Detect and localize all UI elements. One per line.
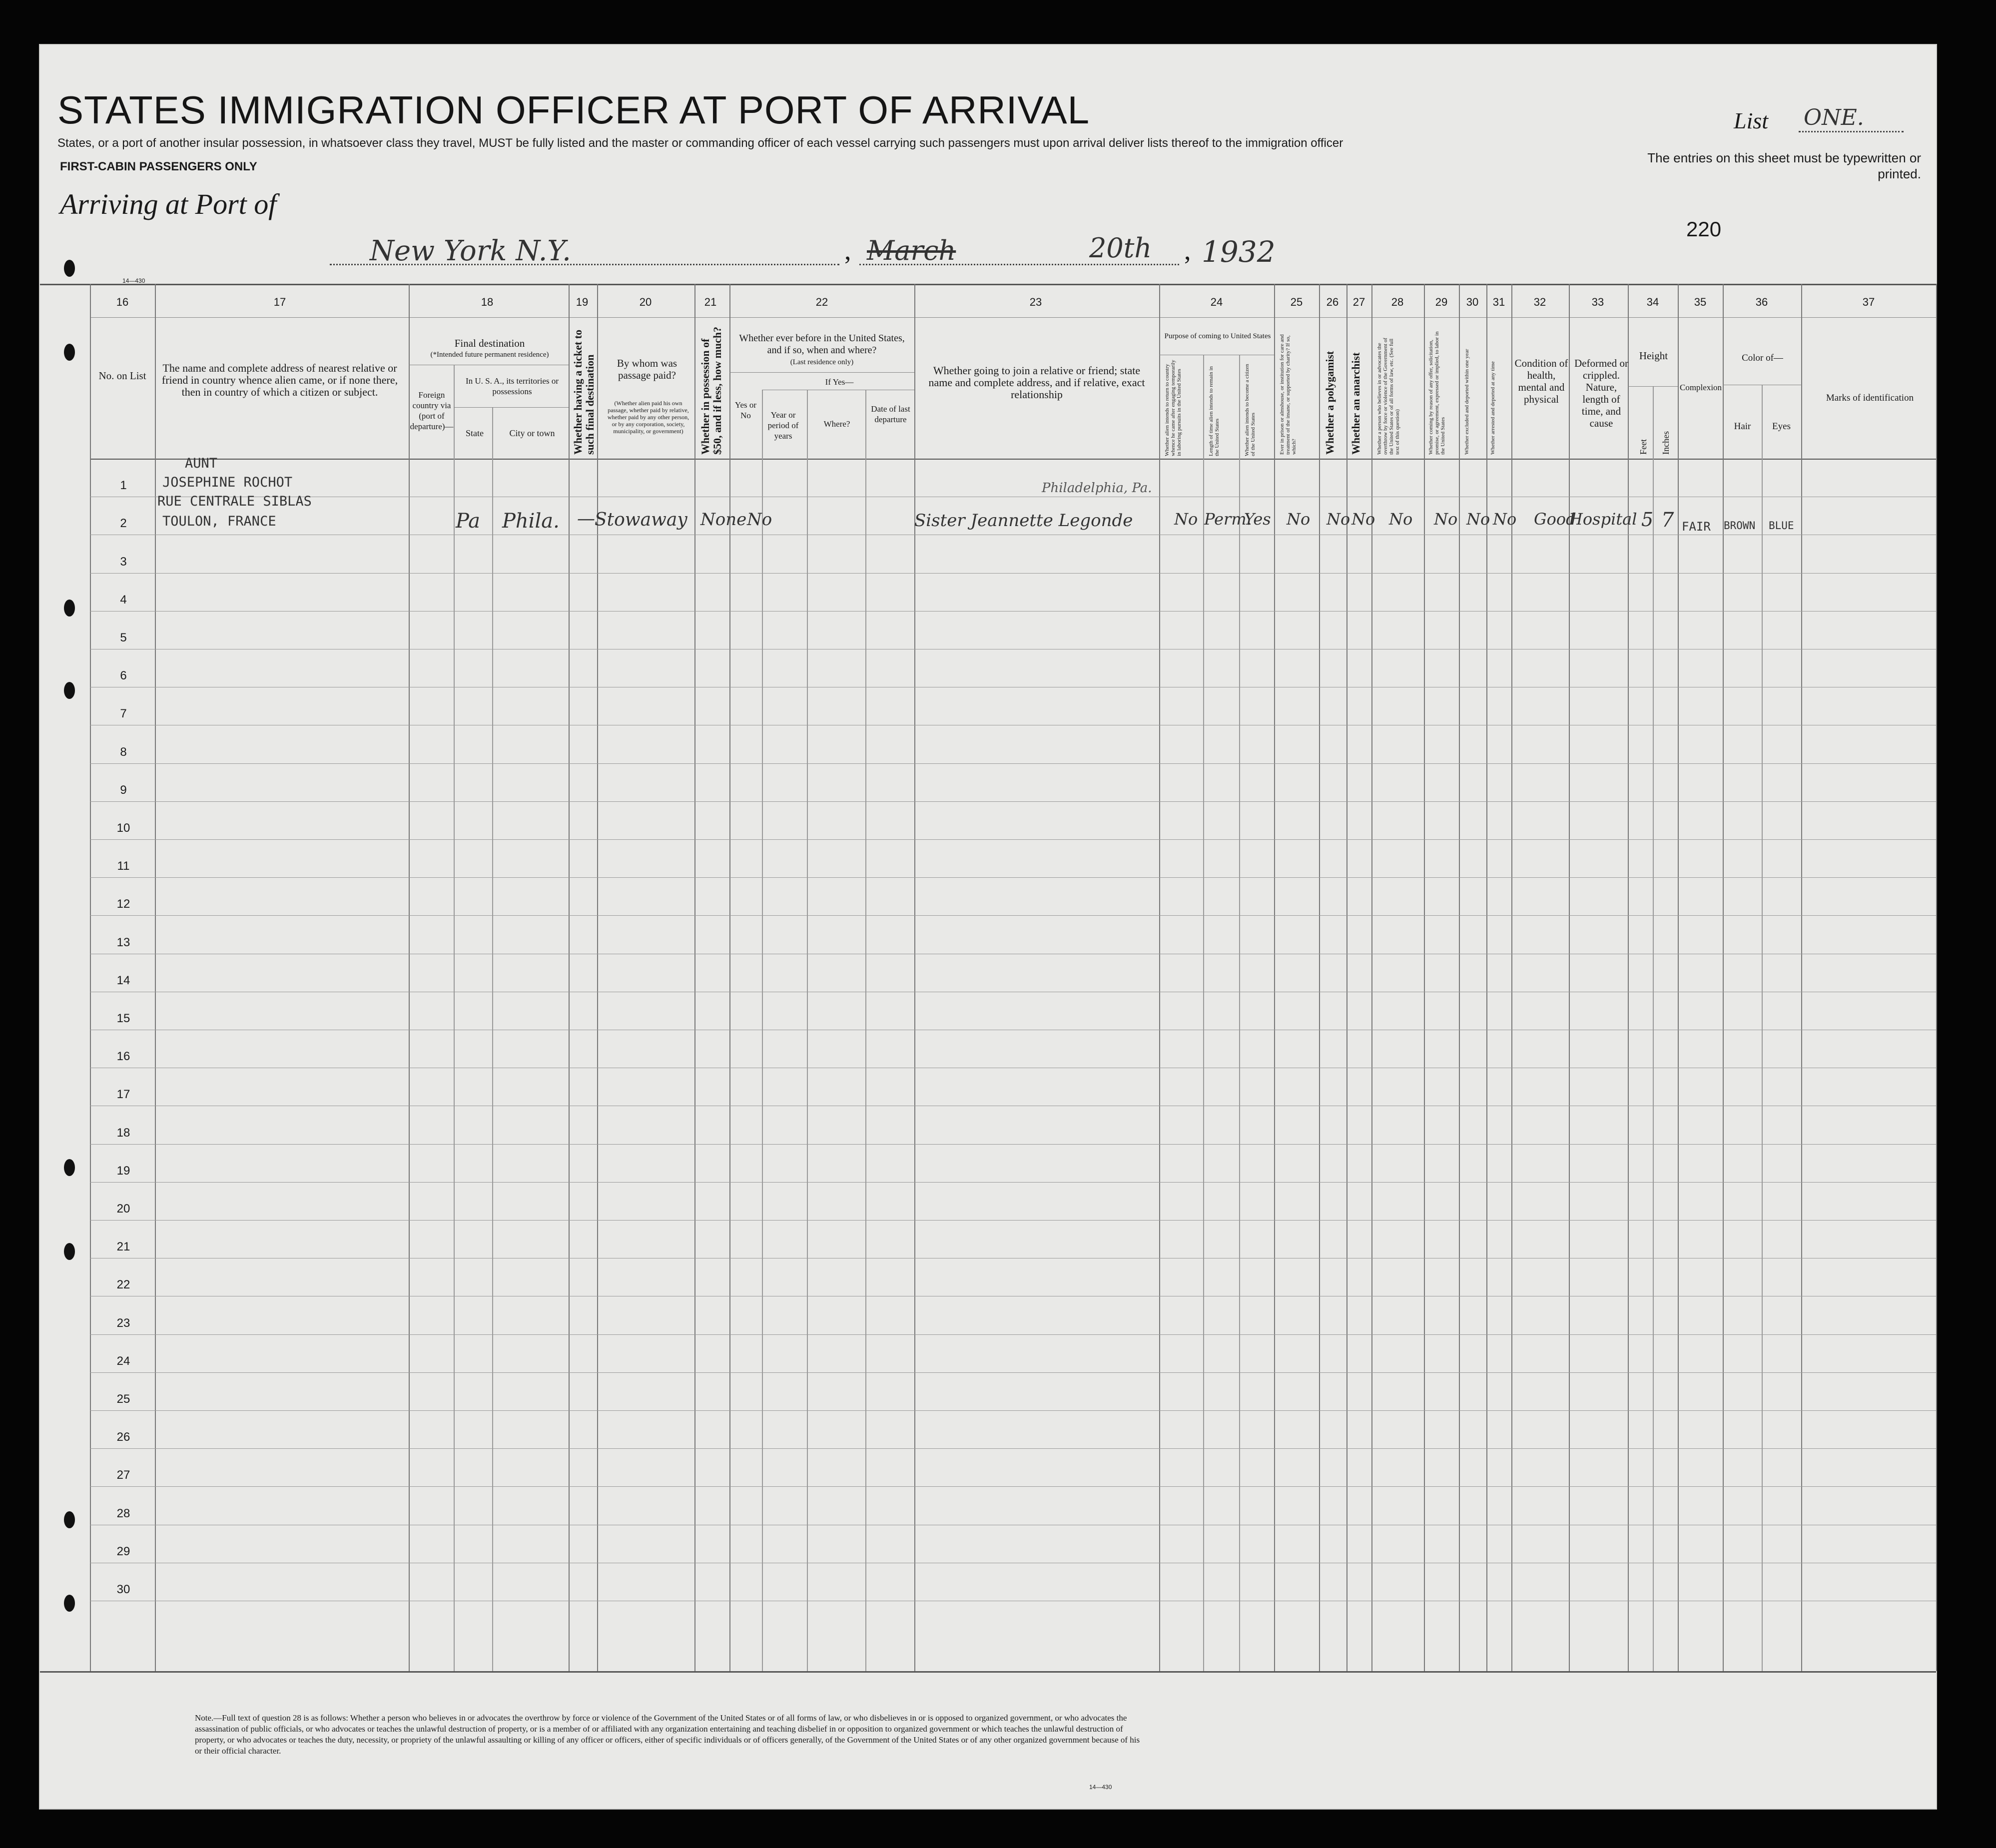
hdr-purpose-return: Whether alien intends to return to country whence he came after engaging temporarily in laboring pursuits in the United States: [1164, 360, 1182, 456]
hdr-q31: Whether arrested and deported at any time: [1490, 361, 1496, 455]
table-bottom-rule: [40, 1671, 1936, 1673]
row-number: 1: [120, 479, 127, 493]
table-row: [90, 1144, 1936, 1145]
entry-relative-name: JOSEPHINE ROCHOT: [162, 475, 293, 490]
column-divider: [1678, 284, 1679, 1671]
hdr-passage-paid: By whom was passage paid?: [617, 357, 677, 381]
column-number: 36: [1755, 296, 1768, 308]
column-divider: [1511, 284, 1512, 1671]
column-divider: [1371, 284, 1372, 1671]
entry-ticket: —: [577, 509, 595, 529]
entry-relative-street: RUE CENTRALE SIBLAS: [157, 494, 312, 509]
comma: ,: [844, 235, 851, 265]
column-number: 26: [1326, 296, 1339, 308]
column-divider: [409, 284, 410, 1671]
sub-column-divider: [454, 365, 455, 1671]
form-number: 14—430: [122, 277, 145, 284]
column-divider: [1274, 284, 1275, 1671]
hdr-purpose: Purpose of coming to United States: [1164, 332, 1271, 340]
list-line: [1799, 131, 1904, 132]
punch-hole: [64, 1511, 75, 1528]
colnum-rule: [90, 317, 1936, 318]
hdr-relative: The name and complete address of nearest relative or friend in country whence alien came, or if none there, then in country of which a citizen or subject.: [161, 362, 398, 398]
row-number: 10: [116, 821, 130, 835]
column-divider: [914, 284, 915, 1671]
row-number: 16: [116, 1050, 130, 1064]
entry-polygamist: No: [1327, 510, 1350, 529]
hdr-ticket: Whether having a ticket to such final destination: [572, 329, 596, 455]
column-number: 31: [1492, 296, 1505, 308]
hdr-height: Height: [1639, 350, 1668, 362]
hdr-state: State: [466, 428, 484, 438]
column-divider: [1159, 284, 1160, 1671]
punch-hole: [64, 260, 75, 277]
hdr-q28: Whether a person who believes in or advocates the overthrow by force or violence of the Government of the United States or of all forms of law, etc. (See full text of this question): [1376, 338, 1400, 455]
column-divider: [597, 284, 598, 1671]
hdr-foreign-country: Foreign country via (port of departure)—: [410, 390, 454, 431]
column-divider: [155, 284, 156, 1671]
punch-hole: [64, 1595, 75, 1612]
table-row: [90, 877, 1936, 878]
column-divider: [90, 284, 91, 1671]
row-number: 30: [116, 1583, 130, 1596]
entries-note: The entries on this sheet must be typewritten or printed.: [1647, 150, 1921, 181]
manifest-sheet: [40, 45, 1936, 1809]
column-divider: [729, 284, 730, 1671]
row-number: 21: [116, 1240, 130, 1254]
hdr-purpose-citizen: Whether alien intends to become a citizen of the United States: [1244, 364, 1256, 456]
hdr-prison: Ever in prison or almshouse, or institution for care and treatment of the insane, or supported by charity? If so, which?: [1279, 334, 1297, 455]
row-number: 19: [116, 1164, 130, 1178]
column-divider: [1723, 284, 1724, 1671]
header-bottom-rule: [90, 459, 1936, 460]
hdr-yes-no: Yes or No: [734, 400, 757, 420]
entry-join-address: Philadelphia, Pa.: [1042, 481, 1152, 496]
arriving-label: Arriving at Port of: [60, 188, 277, 220]
hdr-complexion: Complexion: [1680, 383, 1722, 392]
table-row: [90, 611, 1936, 612]
table-row: [90, 1486, 1936, 1487]
row-number: 7: [120, 707, 127, 721]
table-row: [90, 1448, 1936, 1449]
hdr-color: Color of—: [1742, 353, 1783, 363]
punch-hole: [64, 1159, 75, 1176]
hdr-money: Whether in possession of $50, and if less, how much?: [699, 326, 723, 455]
passenger-class: FIRST-CABIN PASSENGERS ONLY: [60, 160, 257, 173]
hdr-final-destination: Final destination: [454, 337, 525, 349]
entry-relative-city: TOULON, FRANCE: [162, 514, 276, 529]
row-number: 15: [116, 1012, 130, 1025]
hdr-q30: Whether excluded and deported within one year: [1464, 349, 1470, 455]
column-number: 17: [273, 296, 286, 308]
entry-citizen: Yes: [1244, 510, 1271, 529]
column-number: 24: [1210, 296, 1223, 308]
entry-feet: 5: [1641, 509, 1654, 531]
table-row: [90, 839, 1936, 840]
table-row: [90, 763, 1936, 764]
hdr-polygamist: Whether a polygamist: [1324, 351, 1336, 455]
entry-q28: No: [1389, 510, 1413, 529]
instructions-text: States, or a port of another insular possession, in whatsoever class they travel, MUST be fully listed and the master or commanding officer of each vessel carrying such passengers must upon arrival deliver lists thereof to the immigration officer: [57, 136, 1343, 150]
row-number: 24: [116, 1354, 130, 1368]
entry-q29: No: [1434, 510, 1458, 529]
sub-column-divider: [762, 390, 763, 1671]
column-number: 27: [1352, 296, 1365, 308]
column-number: 28: [1391, 296, 1404, 308]
row-number: 23: [116, 1316, 130, 1330]
entry-deformed: Hospital: [1569, 510, 1637, 529]
row-number: 29: [116, 1544, 130, 1558]
list-value: ONE.: [1804, 105, 1864, 130]
row-number: 6: [120, 669, 127, 683]
row-number: 11: [117, 859, 130, 873]
entry-paid-by: Stowaway: [595, 510, 687, 530]
column-number: 30: [1466, 296, 1479, 308]
table-row: [90, 1372, 1936, 1373]
table-row: [90, 1182, 1936, 1183]
sub-column-divider: [807, 390, 808, 1671]
row-number: 12: [116, 897, 130, 911]
row-number: 14: [116, 973, 130, 987]
hdr-where: Where?: [823, 419, 850, 429]
punch-hole: [64, 344, 75, 361]
column-number: 19: [576, 296, 589, 308]
entry-length: Perm.: [1204, 510, 1252, 529]
row-number: 20: [116, 1202, 130, 1216]
hdr-in-usa: In U. S. A., its territories or possessions: [465, 376, 559, 396]
column-divider: [1459, 284, 1460, 1671]
row-number: 13: [116, 935, 130, 949]
column-divider: [1801, 284, 1802, 1671]
row-number: 2: [120, 517, 127, 531]
column-number: 34: [1646, 296, 1659, 308]
entry-eyes: BLUE: [1769, 520, 1794, 532]
column-number: 22: [815, 296, 828, 308]
column-number: 25: [1290, 296, 1303, 308]
row-number: 25: [116, 1392, 130, 1406]
row-number: 18: [116, 1126, 130, 1140]
table-row: [90, 1334, 1936, 1335]
hdr-before-note: (Last residence only): [790, 358, 854, 366]
row-number: 4: [120, 593, 127, 607]
sub-column-divider: [1762, 385, 1763, 1671]
entry-hair: BROWN: [1724, 520, 1756, 532]
hdr-years: Year or period of years: [767, 410, 799, 441]
column-number: 18: [481, 296, 494, 308]
entry-relationship: AUNT: [185, 456, 218, 471]
sub-column-divider: [865, 390, 866, 1671]
page-number: 220: [1686, 217, 1722, 241]
entry-city: Phila.: [502, 510, 560, 533]
hdr-feet: Feet: [1638, 439, 1648, 455]
column-divider: [1936, 284, 1937, 1671]
row-number: 17: [116, 1088, 130, 1102]
hdr-marks: Marks of identification: [1826, 393, 1914, 403]
hdr-passage-paid-note: (Whether alien paid his own passage, whether paid by relative, whether paid by any other person, or by any corporation, society, municipality, or government): [607, 400, 689, 435]
hdr-purpose-length: Length of time alien intends to remain in the United States: [1208, 366, 1220, 456]
entry-before: No: [747, 510, 772, 530]
sub-column-divider: [1203, 355, 1204, 1671]
rule: [729, 372, 914, 373]
hdr-date-departure: Date of last departure: [871, 404, 910, 424]
entry-anarchist: No: [1351, 510, 1375, 529]
footnote-q28: Note.—Full text of question 28 is as follows: Whether a person who believes in or advocates the overthrow by force or violence of the Government of the United States or of all forms of law, or who disbelieves in or is opposed to organized government, or who advocates the assassination of public officials, or who advocates or teaches the unlawful destruction of property, or is a member of or affiliated with any organization entertaining and teaching disbelief in or opposition to organized government or which teaches the unlawful destruction of property, or who advocates or teaches the duty, necessity, or propriety of the unlawful assaulting or killing of any officer or officers, either of specific individuals or of officers generally, of the Government of the United States or of any other organized government because of his or their official character.: [195, 1713, 1140, 1756]
table-row: [90, 1410, 1936, 1411]
hdr-if-yes: If Yes—: [825, 377, 854, 387]
hdr-before-in-us: Whether ever before in the United States, and if so, when and where?: [739, 333, 905, 356]
hdr-anarchist: Whether an anarchist: [1349, 352, 1362, 455]
year-value: 1932: [1202, 235, 1276, 269]
table-row: [90, 915, 1936, 916]
list-label: List: [1734, 108, 1769, 133]
entry-complexion: FAIR: [1682, 520, 1711, 534]
entry-health: Good: [1534, 510, 1576, 529]
row-number: 8: [120, 745, 127, 759]
hdr-join-relative: Whether going to join a relative or friend; state name and complete address, and if relative, exact relationship: [928, 364, 1145, 401]
punch-hole: [64, 682, 75, 699]
row-number: 27: [116, 1468, 130, 1482]
comma: ,: [1184, 235, 1191, 265]
column-number: 33: [1591, 296, 1604, 308]
hdr-no-on-list: No. on List: [98, 370, 146, 382]
table-row: [90, 573, 1936, 574]
hdr-eyes: Eyes: [1772, 421, 1791, 432]
hdr-inches: Inches: [1661, 431, 1671, 455]
port-value: New York N.Y.: [370, 235, 571, 267]
row-number: 26: [116, 1430, 130, 1444]
row-number: 28: [116, 1506, 130, 1520]
column-number: 21: [704, 296, 717, 308]
rule: [1628, 386, 1678, 387]
column-number: 37: [1862, 296, 1875, 308]
entry-state: Pa: [456, 510, 480, 533]
column-number: 35: [1694, 296, 1707, 308]
rule: [454, 407, 569, 408]
row-number: 9: [120, 783, 127, 797]
table-row: [90, 1220, 1936, 1221]
hdr-deformed: Deformed or crippled. Nature, length of time, and cause: [1574, 357, 1628, 429]
row-number: 5: [120, 631, 127, 644]
entry-q31: No: [1493, 510, 1517, 529]
hdr-final-destination-note: (*Intended future permanent residence): [430, 351, 549, 359]
hdr-city: City or town: [509, 428, 555, 438]
column-divider: [1346, 284, 1347, 1671]
column-number: 23: [1029, 296, 1042, 308]
entry-join-name: Sister Jeannette Legonde: [914, 511, 1133, 531]
column-divider: [569, 284, 570, 1671]
punch-hole: [64, 600, 75, 616]
column-divider: [1424, 284, 1425, 1671]
entry-prison: No: [1287, 510, 1311, 529]
hdr-hair: Hair: [1734, 421, 1751, 432]
day-value: 20th: [1089, 232, 1152, 264]
entry-q30: No: [1466, 510, 1490, 529]
hdr-health: Condition of health, mental and physical: [1514, 357, 1568, 405]
footer-form-number: 14—430: [1089, 1784, 1112, 1791]
entry-money: None: [700, 510, 747, 530]
row-number: 3: [120, 555, 127, 569]
table-top-rule: [40, 284, 1936, 285]
column-divider: [1628, 284, 1629, 1671]
column-number: 29: [1435, 296, 1448, 308]
page-title: STATES IMMIGRATION OFFICER AT PORT OF ARRIVAL: [57, 88, 1090, 132]
sub-column-divider: [492, 407, 493, 1671]
column-number: 16: [116, 296, 129, 308]
row-number: 22: [116, 1278, 130, 1292]
punch-hole: [64, 1243, 75, 1260]
month-value: March: [867, 235, 956, 266]
table-row: [90, 801, 1936, 802]
entry-return: No: [1174, 510, 1198, 529]
hdr-q29: Whether coming by reason of any offer, solicitation, promise, or agreement, expressed or implied, to labor in the United States: [1428, 331, 1446, 455]
sub-column-divider: [1653, 386, 1654, 1671]
column-divider: [1569, 284, 1570, 1671]
column-divider: [694, 284, 695, 1671]
column-divider: [1319, 284, 1320, 1671]
column-number: 32: [1533, 296, 1546, 308]
column-divider: [1486, 284, 1487, 1671]
entry-inches: 7: [1661, 509, 1674, 532]
column-number: 20: [639, 296, 652, 308]
sub-column-divider: [1239, 355, 1240, 1671]
